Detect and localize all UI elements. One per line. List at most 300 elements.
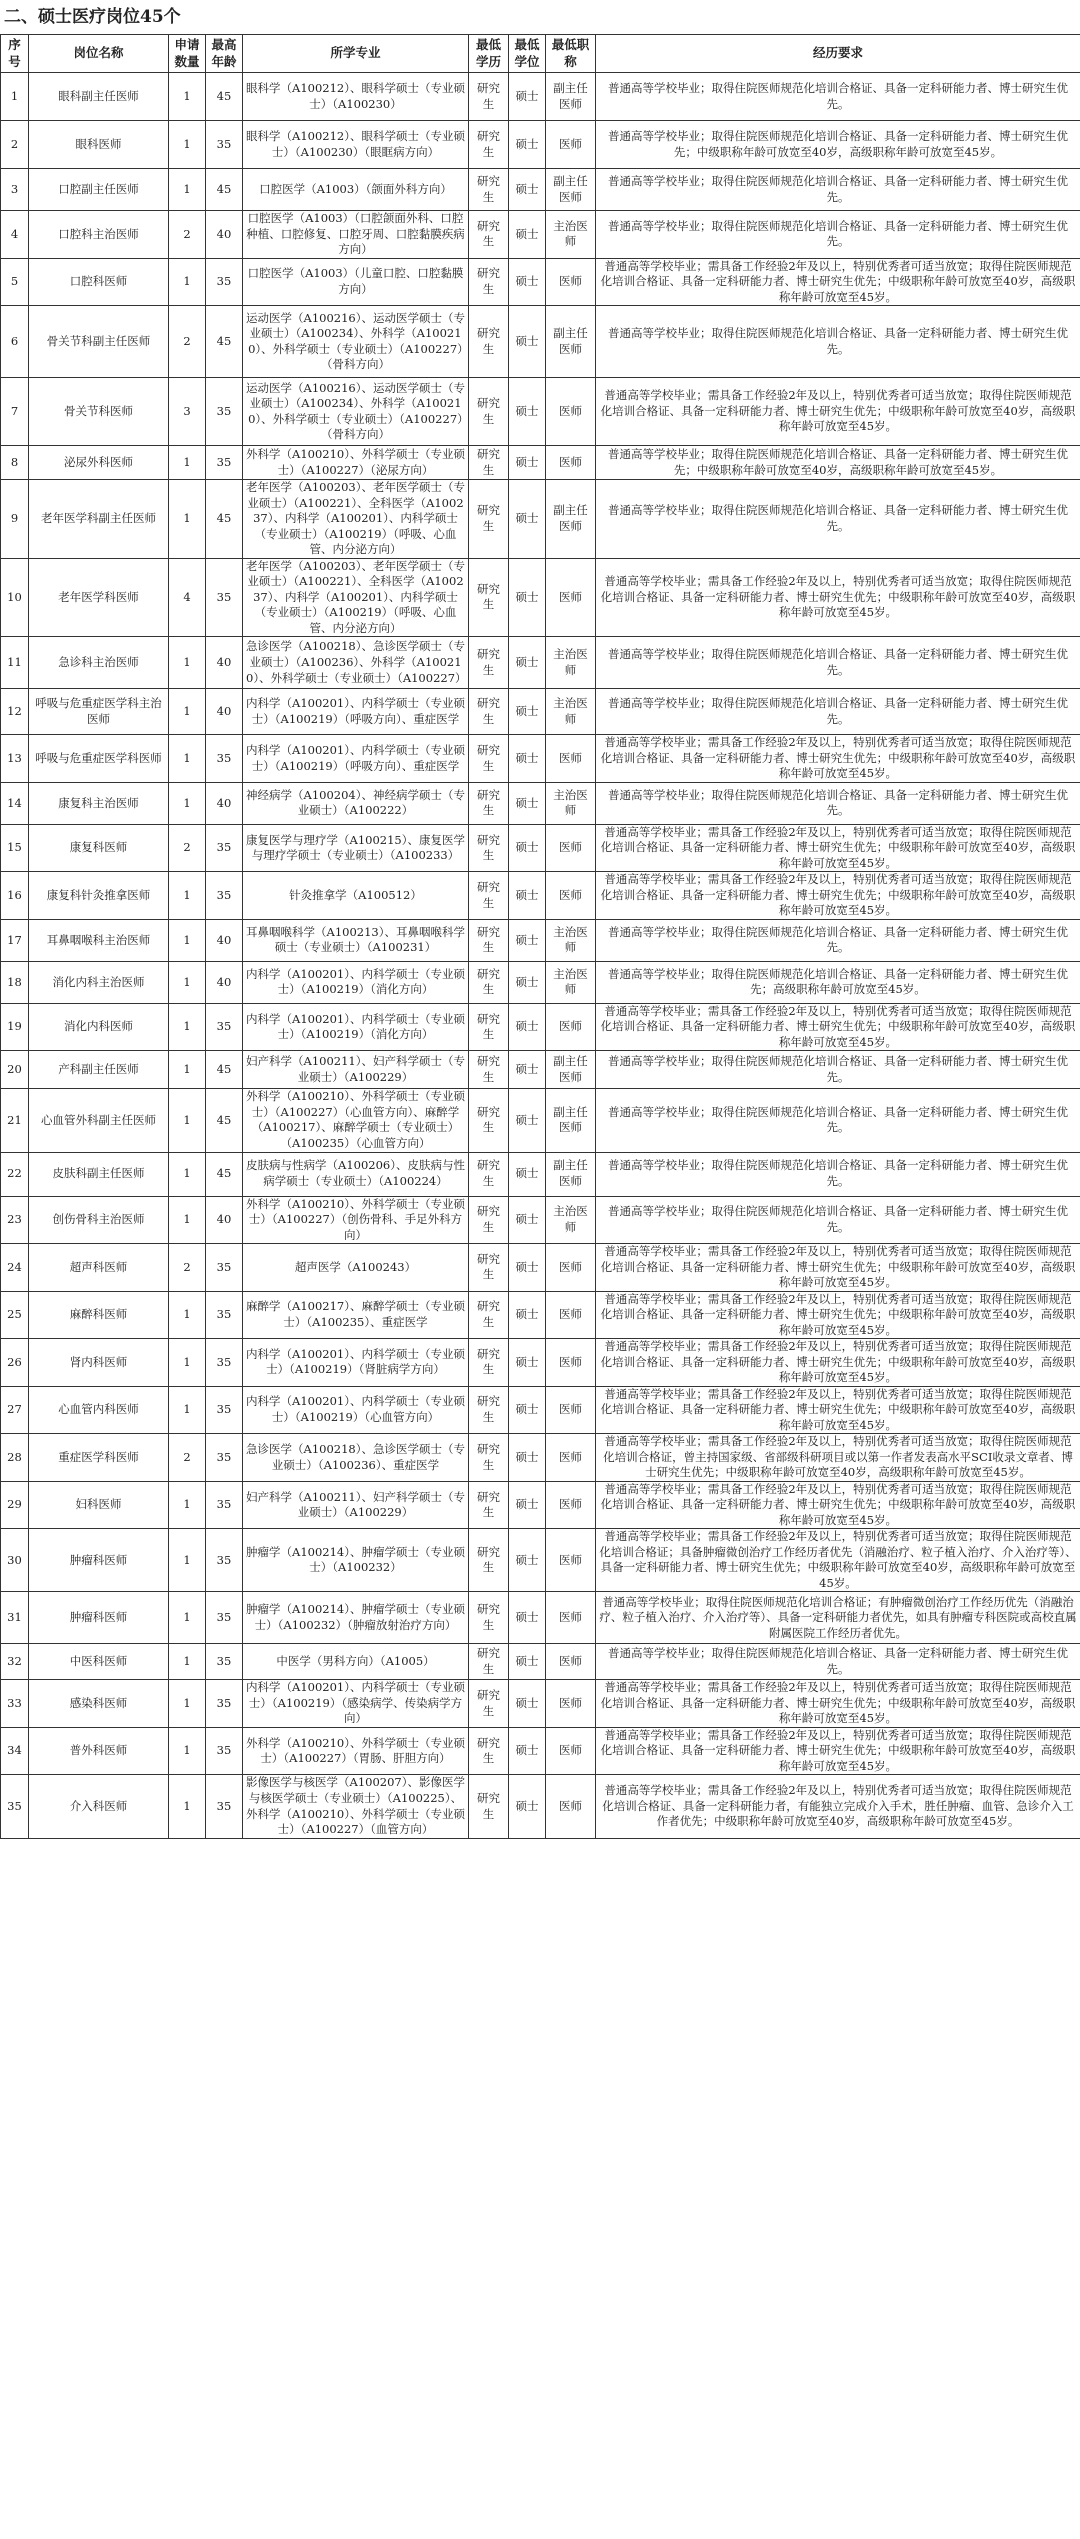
cell-no: 7 (1, 378, 29, 446)
cell-position: 重症医学科医师 (29, 1434, 169, 1482)
cell-major: 口腔医学（A1003）（颌面外科方向） (243, 169, 469, 211)
cell-age: 35 (206, 735, 243, 783)
table-row (1, 378, 1080, 446)
cell-degree: 硕士 (509, 211, 546, 259)
cell-title: 医师 (546, 1386, 596, 1434)
cell-degree: 硕士 (509, 1291, 546, 1339)
cell-major: 针灸推拿学（A100512） (243, 872, 469, 920)
cell-requirement: 普通高等学校毕业；需具备工作经验2年及以上，特别优秀者可适当放宽；取得住院医师规范化培训合格证、具备一定科研能力者、博士研究生优先；中级职称年龄可放宽至40岁，高级职称年龄可放宽至45岁。 (596, 824, 1080, 872)
cell-degree: 硕士 (509, 1051, 546, 1089)
table-row (1, 1339, 1080, 1387)
cell-no: 14 (1, 782, 29, 824)
cell-position: 心血管外科副主任医师 (29, 1089, 169, 1152)
cell-degree: 硕士 (509, 1003, 546, 1051)
cell-position: 老年医学科医师 (29, 558, 169, 637)
cell-count: 1 (169, 689, 206, 735)
cell-degree: 硕士 (509, 961, 546, 1003)
header-age: 最高年龄 (206, 35, 243, 73)
cell-no: 13 (1, 735, 29, 783)
cell-position: 妇科医师 (29, 1481, 169, 1529)
cell-count: 1 (169, 735, 206, 783)
cell-count: 3 (169, 378, 206, 446)
cell-count: 1 (169, 1529, 206, 1592)
cell-no: 24 (1, 1244, 29, 1292)
cell-position: 口腔科医师 (29, 258, 169, 306)
table-row (1, 637, 1080, 689)
cell-count: 1 (169, 169, 206, 211)
cell-requirement: 普通高等学校毕业；取得住院医师规范化培训合格证；有肿瘤微创治疗工作经历优先（消融治疗、粒子植入治疗、介入治疗等）、具备一定科研能力者优先，如具有肿瘤专科医院或高校直属附属医院工作经历者优先。 (596, 1592, 1080, 1644)
cell-requirement: 普通高等学校毕业；取得住院医师规范化培训合格证、具备一定科研能力者、博士研究生优先；中级职称年龄可放宽至40岁，高级职称年龄可放宽至45岁。 (596, 121, 1080, 169)
cell-age: 35 (206, 1727, 243, 1775)
cell-age: 35 (206, 446, 243, 480)
cell-no: 16 (1, 872, 29, 920)
cell-requirement: 普通高等学校毕业；取得住院医师规范化培训合格证、具备一定科研能力者、博士研究生优先。 (596, 919, 1080, 961)
header-position: 岗位名称 (29, 35, 169, 73)
cell-title: 医师 (546, 378, 596, 446)
cell-education: 研究生 (469, 1003, 509, 1051)
cell-degree: 硕士 (509, 1386, 546, 1434)
cell-degree: 硕士 (509, 1727, 546, 1775)
cell-requirement: 普通高等学校毕业；取得住院医师规范化培训合格证、具备一定科研能力者、博士研究生优先。 (596, 1051, 1080, 1089)
cell-title: 医师 (546, 1003, 596, 1051)
cell-no: 1 (1, 73, 29, 121)
cell-title: 医师 (546, 735, 596, 783)
cell-major: 内科学（A100201）、内科学硕士（专业硕士）（A100219）（心血管方向） (243, 1386, 469, 1434)
cell-education: 研究生 (469, 1529, 509, 1592)
cell-education: 研究生 (469, 1775, 509, 1838)
cell-no: 11 (1, 637, 29, 689)
cell-title: 主治医师 (546, 689, 596, 735)
cell-position: 耳鼻咽喉科主治医师 (29, 919, 169, 961)
table-body (1, 73, 1080, 1839)
cell-major: 神经病学（A100204）、神经病学硕士（专业硕士）（A100222） (243, 782, 469, 824)
cell-age: 40 (206, 211, 243, 259)
table-row (1, 1051, 1080, 1089)
cell-education: 研究生 (469, 735, 509, 783)
cell-count: 1 (169, 1196, 206, 1244)
cell-requirement: 普通高等学校毕业；需具备工作经验2年及以上，特别优秀者可适当放宽；取得住院医师规范化培训合格证、具备一定科研能力者、博士研究生优先；中级职称年龄可放宽至40岁，高级职称年龄可放宽至45岁。 (596, 1481, 1080, 1529)
cell-requirement: 普通高等学校毕业；取得住院医师规范化培训合格证、具备一定科研能力者、博士研究生优先。 (596, 637, 1080, 689)
cell-education: 研究生 (469, 1680, 509, 1728)
cell-title: 副主任医师 (546, 480, 596, 559)
cell-count: 2 (169, 1434, 206, 1482)
cell-age: 35 (206, 1529, 243, 1592)
cell-title: 医师 (546, 558, 596, 637)
cell-degree: 硕士 (509, 558, 546, 637)
cell-count: 4 (169, 558, 206, 637)
cell-count: 1 (169, 258, 206, 306)
cell-major: 影像医学与核医学（A100207）、影像医学与核医学硕士（专业硕士）（A100225）、外科学（A100210）、外科学硕士（专业硕士）（A100227）（血管方向） (243, 1775, 469, 1838)
cell-no: 21 (1, 1089, 29, 1152)
table-row (1, 1003, 1080, 1051)
cell-title: 医师 (546, 1434, 596, 1482)
cell-position: 超声科医师 (29, 1244, 169, 1292)
cell-position: 创伤骨科主治医师 (29, 1196, 169, 1244)
job-table (0, 34, 1080, 1839)
cell-title: 医师 (546, 824, 596, 872)
cell-position: 肿瘤科医师 (29, 1592, 169, 1644)
cell-title: 副主任医师 (546, 1089, 596, 1152)
cell-requirement: 普通高等学校毕业；取得住院医师规范化培训合格证、具备一定科研能力者、博士研究生优先。 (596, 782, 1080, 824)
cell-no: 27 (1, 1386, 29, 1434)
cell-count: 1 (169, 1152, 206, 1196)
cell-education: 研究生 (469, 1089, 509, 1152)
cell-no: 15 (1, 824, 29, 872)
cell-major: 外科学（A100210）、外科学硕士（专业硕士）（A100227）（创伤骨科、手足外科方向） (243, 1196, 469, 1244)
cell-no: 9 (1, 480, 29, 559)
cell-degree: 硕士 (509, 73, 546, 121)
cell-count: 1 (169, 1089, 206, 1152)
cell-degree: 硕士 (509, 1196, 546, 1244)
cell-count: 1 (169, 782, 206, 824)
cell-education: 研究生 (469, 121, 509, 169)
cell-title: 主治医师 (546, 919, 596, 961)
cell-age: 35 (206, 258, 243, 306)
header-no: 序号 (1, 35, 29, 73)
cell-education: 研究生 (469, 306, 509, 378)
cell-requirement: 普通高等学校毕业；取得住院医师规范化培训合格证、具备一定科研能力者、博士研究生优先；中级职称年龄可放宽至40岁，高级职称年龄可放宽至45岁。 (596, 446, 1080, 480)
cell-position: 呼吸与危重症医学科医师 (29, 735, 169, 783)
cell-degree: 硕士 (509, 1152, 546, 1196)
cell-education: 研究生 (469, 637, 509, 689)
cell-major: 超声医学（A100243） (243, 1244, 469, 1292)
cell-age: 35 (206, 872, 243, 920)
cell-degree: 硕士 (509, 1089, 546, 1152)
cell-age: 45 (206, 169, 243, 211)
table-row (1, 1152, 1080, 1196)
cell-major: 运动医学（A100216）、运动医学硕士（专业硕士）（A100234）、外科学（A100210）、外科学硕士（专业硕士）（A100227）（骨科方向） (243, 378, 469, 446)
cell-count: 1 (169, 961, 206, 1003)
cell-degree: 硕士 (509, 1481, 546, 1529)
header-count: 申请数量 (169, 35, 206, 73)
cell-major: 急诊医学（A100218）、急诊医学硕士（专业硕士）（A100236）、重症医学 (243, 1434, 469, 1482)
cell-education: 研究生 (469, 1291, 509, 1339)
cell-age: 45 (206, 306, 243, 378)
cell-education: 研究生 (469, 211, 509, 259)
cell-age: 35 (206, 1291, 243, 1339)
cell-major: 内科学（A100201）、内科学硕士（专业硕士）（A100219）（呼吸方向）、重症医学 (243, 689, 469, 735)
cell-degree: 硕士 (509, 1644, 546, 1680)
cell-title: 主治医师 (546, 961, 596, 1003)
cell-major: 肿瘤学（A100214）、肿瘤学硕士（专业硕士）（A100232）（肿瘤放射治疗方向） (243, 1592, 469, 1644)
cell-position: 骨关节科医师 (29, 378, 169, 446)
cell-degree: 硕士 (509, 637, 546, 689)
cell-title: 医师 (546, 1244, 596, 1292)
cell-education: 研究生 (469, 824, 509, 872)
cell-education: 研究生 (469, 1481, 509, 1529)
cell-major: 外科学（A100210）、外科学硕士（专业硕士）（A100227）（胃肠、肝胆方向） (243, 1727, 469, 1775)
cell-no: 19 (1, 1003, 29, 1051)
table-row (1, 689, 1080, 735)
cell-requirement: 普通高等学校毕业；需具备工作经验2年及以上，特别优秀者可适当放宽；取得住院医师规范化培训合格证、具备一定科研能力者、博士研究生优先；中级职称年龄可放宽至40岁，高级职称年龄可放宽至45岁。 (596, 1003, 1080, 1051)
cell-education: 研究生 (469, 169, 509, 211)
cell-position: 产科副主任医师 (29, 1051, 169, 1089)
cell-position: 麻醉科医师 (29, 1291, 169, 1339)
cell-age: 45 (206, 1152, 243, 1196)
cell-count: 1 (169, 73, 206, 121)
cell-count: 1 (169, 872, 206, 920)
cell-count: 1 (169, 637, 206, 689)
cell-count: 1 (169, 121, 206, 169)
cell-education: 研究生 (469, 961, 509, 1003)
cell-no: 2 (1, 121, 29, 169)
cell-degree: 硕士 (509, 1244, 546, 1292)
cell-title: 主治医师 (546, 637, 596, 689)
cell-degree: 硕士 (509, 480, 546, 559)
cell-requirement: 普通高等学校毕业；取得住院医师规范化培训合格证、具备一定科研能力者、博士研究生优先。 (596, 1089, 1080, 1152)
cell-major: 耳鼻咽喉科学（A100213）、耳鼻咽喉科学硕士（专业硕士）（A100231） (243, 919, 469, 961)
cell-education: 研究生 (469, 782, 509, 824)
cell-position: 心血管内科医师 (29, 1386, 169, 1434)
cell-education: 研究生 (469, 1592, 509, 1644)
cell-major: 内科学（A100201）、内科学硕士（专业硕士）（A100219）（消化方向） (243, 961, 469, 1003)
cell-no: 4 (1, 211, 29, 259)
cell-position: 口腔副主任医师 (29, 169, 169, 211)
cell-education: 研究生 (469, 258, 509, 306)
table-row (1, 919, 1080, 961)
table-row (1, 73, 1080, 121)
cell-position: 口腔科主治医师 (29, 211, 169, 259)
cell-age: 35 (206, 378, 243, 446)
cell-count: 1 (169, 1291, 206, 1339)
cell-requirement: 普通高等学校毕业；取得住院医师规范化培训合格证、具备一定科研能力者、博士研究生优先。 (596, 306, 1080, 378)
cell-title: 医师 (546, 1644, 596, 1680)
table-row (1, 1592, 1080, 1644)
cell-major: 内科学（A100201）、内科学硕士（专业硕士）（A100219）（感染病学、传染病学方向） (243, 1680, 469, 1728)
table-row (1, 169, 1080, 211)
cell-education: 研究生 (469, 1386, 509, 1434)
cell-age: 45 (206, 73, 243, 121)
cell-no: 17 (1, 919, 29, 961)
cell-requirement: 普通高等学校毕业；需具备工作经验2年及以上，特别优秀者可适当放宽；取得住院医师规范化培训合格证、具备一定科研能力者、博士研究生优先；中级职称年龄可放宽至40岁，高级职称年龄可放宽至45岁。 (596, 1291, 1080, 1339)
cell-position: 消化内科医师 (29, 1003, 169, 1051)
cell-major: 老年医学（A100203）、老年医学硕士（专业硕士）（A100221）、全科医学（A100237）、内科学（A100201）、内科学硕士（专业硕士）（A100219）（呼吸、心血管、内分泌方向） (243, 558, 469, 637)
cell-age: 35 (206, 824, 243, 872)
table-row (1, 824, 1080, 872)
cell-requirement: 普通高等学校毕业；需具备工作经验2年及以上，特别优秀者可适当放宽；取得住院医师规范化培训合格证；具备肿瘤微创治疗工作经历者优先（消融治疗、粒子植入治疗、介入治疗等）、具备一定科研能力者、博士研究生优先；中级职称年龄可放宽至40岁，高级职称年龄可放宽至45岁。 (596, 1529, 1080, 1592)
cell-degree: 硕士 (509, 919, 546, 961)
cell-count: 1 (169, 1644, 206, 1680)
header-education: 最低学历 (469, 35, 509, 73)
cell-requirement: 普通高等学校毕业；需具备工作经验2年及以上，特别优秀者可适当放宽；取得住院医师规范化培训合格证、具备一定科研能力者、博士研究生优先；中级职称年龄可放宽至40岁，高级职称年龄可放宽至45岁。 (596, 258, 1080, 306)
cell-requirement: 普通高等学校毕业；取得住院医师规范化培训合格证、具备一定科研能力者、博士研究生优先。 (596, 169, 1080, 211)
cell-title: 副主任医师 (546, 1152, 596, 1196)
cell-age: 45 (206, 1089, 243, 1152)
cell-degree: 硕士 (509, 1339, 546, 1387)
cell-degree: 硕士 (509, 1680, 546, 1728)
cell-education: 研究生 (469, 689, 509, 735)
cell-no: 20 (1, 1051, 29, 1089)
cell-no: 26 (1, 1339, 29, 1387)
cell-count: 1 (169, 1727, 206, 1775)
cell-degree: 硕士 (509, 258, 546, 306)
cell-title: 医师 (546, 1775, 596, 1838)
cell-requirement: 普通高等学校毕业；需具备工作经验2年及以上，特别优秀者可适当放宽；取得住院医师规范化培训合格证、具备一定科研能力者、博士研究生优先；中级职称年龄可放宽至40岁，高级职称年龄可放宽至45岁。 (596, 1244, 1080, 1292)
cell-requirement: 普通高等学校毕业；取得住院医师规范化培训合格证、具备一定科研能力者、博士研究生优先。 (596, 480, 1080, 559)
table-row (1, 1196, 1080, 1244)
cell-no: 8 (1, 446, 29, 480)
cell-title: 主治医师 (546, 782, 596, 824)
cell-position: 感染科医师 (29, 1680, 169, 1728)
cell-position: 中医科医师 (29, 1644, 169, 1680)
cell-no: 10 (1, 558, 29, 637)
table-row (1, 872, 1080, 920)
cell-requirement: 普通高等学校毕业；取得住院医师规范化培训合格证、具备一定科研能力者、博士研究生优先。 (596, 211, 1080, 259)
cell-position: 康复科主治医师 (29, 782, 169, 824)
cell-no: 12 (1, 689, 29, 735)
cell-position: 骨关节科副主任医师 (29, 306, 169, 378)
cell-title: 主治医师 (546, 211, 596, 259)
cell-requirement: 普通高等学校毕业；需具备工作经验2年及以上，特别优秀者可适当放宽；取得住院医师规范化培训合格证、具备一定科研能力者、博士研究生优先；中级职称年龄可放宽至40岁，高级职称年龄可放宽至45岁。 (596, 1386, 1080, 1434)
cell-degree: 硕士 (509, 306, 546, 378)
table-row (1, 735, 1080, 783)
cell-position: 泌尿外科医师 (29, 446, 169, 480)
cell-major: 口腔医学（A1003）（口腔颌面外科、口腔种植、口腔修复、口腔牙周、口腔黏膜疾病方向） (243, 211, 469, 259)
header-degree: 最低学位 (509, 35, 546, 73)
table-row (1, 1386, 1080, 1434)
cell-requirement: 普通高等学校毕业；需具备工作经验2年及以上，特别优秀者可适当放宽；取得住院医师规范化培训合格证、具备一定科研能力者、博士研究生优先；中级职称年龄可放宽至40岁，高级职称年龄可放宽至45岁。 (596, 378, 1080, 446)
table-row (1, 121, 1080, 169)
table-row (1, 211, 1080, 259)
cell-degree: 硕士 (509, 446, 546, 480)
table-row (1, 258, 1080, 306)
cell-major: 外科学（A100210）、外科学硕士（专业硕士）（A100227）（泌尿方向） (243, 446, 469, 480)
cell-education: 研究生 (469, 1727, 509, 1775)
cell-count: 1 (169, 1003, 206, 1051)
cell-position: 眼科副主任医师 (29, 73, 169, 121)
cell-position: 呼吸与危重症医学科主治医师 (29, 689, 169, 735)
cell-no: 18 (1, 961, 29, 1003)
cell-major: 肿瘤学（A100214）、肿瘤学硕士（专业硕士）（A100232） (243, 1529, 469, 1592)
cell-age: 35 (206, 1481, 243, 1529)
cell-degree: 硕士 (509, 1592, 546, 1644)
cell-education: 研究生 (469, 446, 509, 480)
table-row (1, 558, 1080, 637)
cell-education: 研究生 (469, 1051, 509, 1089)
cell-requirement: 普通高等学校毕业；取得住院医师规范化培训合格证、具备一定科研能力者、博士研究生优先。 (596, 1152, 1080, 1196)
cell-requirement: 普通高等学校毕业；需具备工作经验2年及以上，特别优秀者可适当放宽；取得住院医师规范化培训合格证、具备一定科研能力者、博士研究生优先；中级职称年龄可放宽至40岁，高级职称年龄可放宽至45岁。 (596, 1680, 1080, 1728)
cell-no: 3 (1, 169, 29, 211)
cell-title: 副主任医师 (546, 306, 596, 378)
cell-major: 妇产科学（A100211）、妇产科学硕士（专业硕士）（A100229） (243, 1051, 469, 1089)
cell-requirement: 普通高等学校毕业；需具备工作经验2年及以上，特别优秀者可适当放宽；取得住院医师规范化培训合格证、具备一定科研能力者、博士研究生优先；中级职称年龄可放宽至40岁，高级职称年龄可放宽至45岁。 (596, 735, 1080, 783)
cell-major: 眼科学（A100212）、眼科学硕士（专业硕士）（A100230）（眼眶病方向） (243, 121, 469, 169)
cell-title: 医师 (546, 258, 596, 306)
cell-degree: 硕士 (509, 824, 546, 872)
cell-position: 老年医学科副主任医师 (29, 480, 169, 559)
cell-no: 28 (1, 1434, 29, 1482)
cell-age: 35 (206, 558, 243, 637)
cell-count: 2 (169, 824, 206, 872)
cell-count: 1 (169, 919, 206, 961)
cell-no: 31 (1, 1592, 29, 1644)
cell-count: 1 (169, 1481, 206, 1529)
cell-count: 2 (169, 211, 206, 259)
cell-age: 35 (206, 1644, 243, 1680)
cell-age: 45 (206, 1051, 243, 1089)
cell-no: 29 (1, 1481, 29, 1529)
header-requirement: 经历要求 (596, 35, 1080, 73)
cell-education: 研究生 (469, 919, 509, 961)
cell-requirement: 普通高等学校毕业；需具备工作经验2年及以上，特别优秀者可适当放宽；取得住院医师规范化培训合格证，曾主持国家级、省部级科研项目或以第一作者发表高水平SCI收录文章者、博士研究生优先；中级职称年龄可放宽至40岁，高级职称年龄可放宽至45岁。 (596, 1434, 1080, 1482)
cell-major: 眼科学（A100212）、眼科学硕士（专业硕士）（A100230） (243, 73, 469, 121)
cell-requirement: 普通高等学校毕业；需具备工作经验2年及以上，特别优秀者可适当放宽；取得住院医师规范化培训合格证、具备一定科研能力者，有能独立完成介入手术，胜任肿瘤、血管、急诊介入工作者优先；中级职称年龄可放宽至40岁，高级职称年龄可放宽至45岁。 (596, 1775, 1080, 1838)
table-header-row (1, 35, 1080, 73)
cell-education: 研究生 (469, 1152, 509, 1196)
cell-education: 研究生 (469, 378, 509, 446)
cell-requirement: 普通高等学校毕业；取得住院医师规范化培训合格证、具备一定科研能力者、博士研究生优先；高级职称年龄可放宽至45岁。 (596, 961, 1080, 1003)
table-row (1, 1434, 1080, 1482)
cell-major: 运动医学（A100216）、运动医学硕士（专业硕士）（A100234）、外科学（A100210）、外科学硕士（专业硕士）（A100227）（骨科方向） (243, 306, 469, 378)
cell-age: 35 (206, 1775, 243, 1838)
cell-degree: 硕士 (509, 121, 546, 169)
cell-major: 急诊医学（A100218）、急诊医学硕士（专业硕士）（A100236）、外科学（A100210）、外科学硕士（专业硕士）（A100227） (243, 637, 469, 689)
cell-no: 34 (1, 1727, 29, 1775)
section-title: 二、硕士医疗岗位45个 (4, 7, 181, 27)
table-row (1, 1644, 1080, 1680)
cell-title: 医师 (546, 1680, 596, 1728)
cell-requirement: 普通高等学校毕业；取得住院医师规范化培训合格证、具备一定科研能力者、博士研究生优先。 (596, 1196, 1080, 1244)
cell-age: 40 (206, 919, 243, 961)
cell-degree: 硕士 (509, 1775, 546, 1838)
cell-count: 1 (169, 1339, 206, 1387)
cell-degree: 硕士 (509, 689, 546, 735)
cell-position: 肿瘤科医师 (29, 1529, 169, 1592)
header-major: 所学专业 (243, 35, 469, 73)
cell-no: 33 (1, 1680, 29, 1728)
cell-major: 内科学（A100201）、内科学硕士（专业硕士）（A100219）（肾脏病学方向） (243, 1339, 469, 1387)
cell-requirement: 普通高等学校毕业；需具备工作经验2年及以上，特别优秀者可适当放宽；取得住院医师规范化培训合格证、具备一定科研能力者、博士研究生优先；中级职称年龄可放宽至40岁，高级职称年龄可放宽至45岁。 (596, 1727, 1080, 1775)
cell-position: 肾内科医师 (29, 1339, 169, 1387)
table-row (1, 446, 1080, 480)
cell-position: 康复科针灸推拿医师 (29, 872, 169, 920)
cell-major: 老年医学（A100203）、老年医学硕士（专业硕士）（A100221）、全科医学（A100237）、内科学（A100201）、内科学硕士（专业硕士）（A100219）（呼吸、心血管、内分泌方向） (243, 480, 469, 559)
cell-title: 主治医师 (546, 1196, 596, 1244)
table-row (1, 306, 1080, 378)
cell-count: 1 (169, 1775, 206, 1838)
cell-count: 1 (169, 1592, 206, 1644)
cell-age: 40 (206, 1196, 243, 1244)
cell-title: 医师 (546, 1592, 596, 1644)
cell-age: 40 (206, 637, 243, 689)
cell-count: 1 (169, 446, 206, 480)
cell-major: 麻醉学（A100217）、麻醉学硕士（专业硕士）（A100235）、重症医学 (243, 1291, 469, 1339)
cell-major: 中医学（男科方向）（A1005） (243, 1644, 469, 1680)
table-row (1, 1775, 1080, 1838)
cell-count: 1 (169, 480, 206, 559)
cell-position: 普外科医师 (29, 1727, 169, 1775)
cell-position: 康复科医师 (29, 824, 169, 872)
cell-age: 35 (206, 1339, 243, 1387)
cell-count: 1 (169, 1386, 206, 1434)
cell-title: 医师 (546, 121, 596, 169)
table-row (1, 1529, 1080, 1592)
cell-title: 医师 (546, 1481, 596, 1529)
cell-degree: 硕士 (509, 735, 546, 783)
cell-title: 医师 (546, 872, 596, 920)
cell-major: 外科学（A100210）、外科学硕士（专业硕士）（A100227）（心血管方向）、麻醉学（A100217）、麻醉学硕士（专业硕士）（A100235）（心血管方向） (243, 1089, 469, 1152)
cell-position: 眼科医师 (29, 121, 169, 169)
cell-position: 急诊科主治医师 (29, 637, 169, 689)
cell-age: 45 (206, 480, 243, 559)
cell-degree: 硕士 (509, 1434, 546, 1482)
table-row (1, 1481, 1080, 1529)
cell-requirement: 普通高等学校毕业；取得住院医师规范化培训合格证、具备一定科研能力者、博士研究生优先。 (596, 1644, 1080, 1680)
cell-age: 40 (206, 961, 243, 1003)
cell-degree: 硕士 (509, 782, 546, 824)
table-row (1, 1244, 1080, 1292)
cell-count: 2 (169, 1244, 206, 1292)
